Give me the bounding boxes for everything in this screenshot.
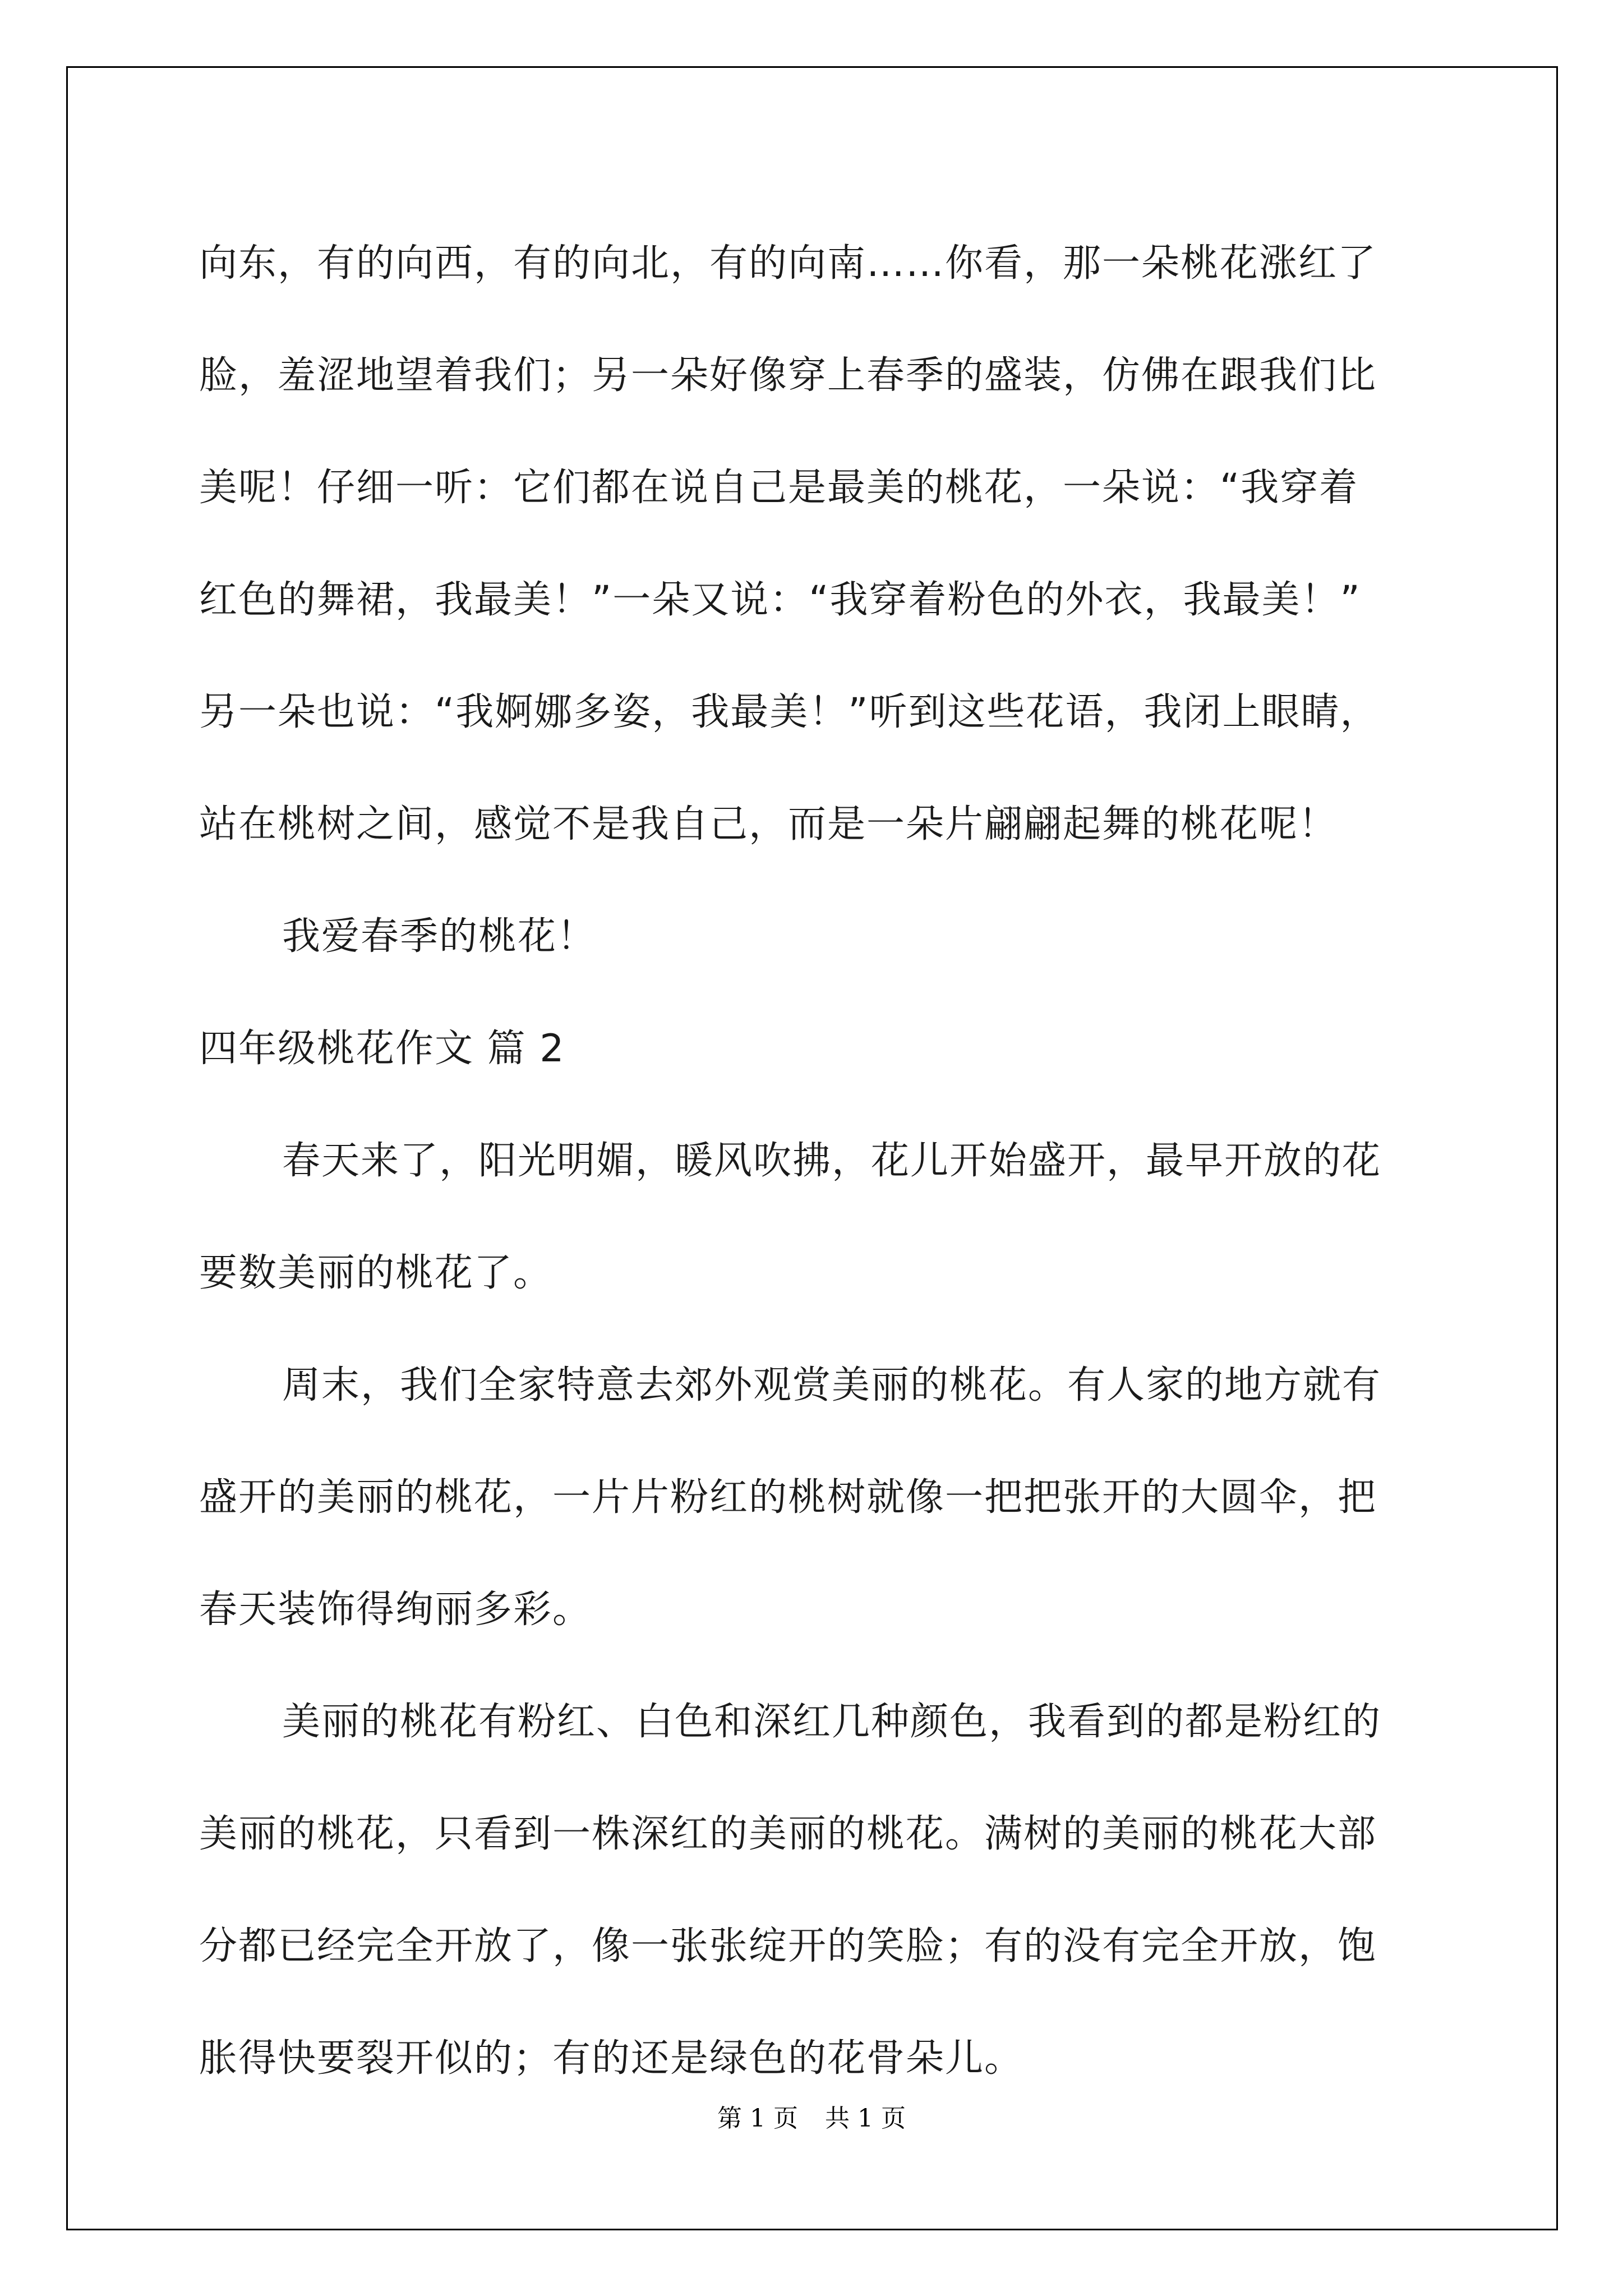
body-line: 站在桃树之间，感觉不是我自己，而是一朵片翩翩起舞的桃花呢！ [199, 802, 1338, 846]
body-line: 盛开的美丽的桃花，一片片粉红的桃树就像一把把张开的大圆伞，把 [199, 1475, 1377, 1520]
body-line: 美丽的桃花，只看到一株深红的美丽的桃花。满树的美丽的桃花大部 [199, 1812, 1377, 1856]
body-line: 春天装饰得绚丽多彩。 [199, 1588, 592, 1632]
body-line: 分都已经完全开放了，像一张张绽开的笑脸；有的没有完全开放，饱 [199, 1924, 1377, 1968]
paragraph-line: 我爱春季的桃花！ [282, 914, 597, 959]
section-heading: 四年级桃花作文 篇 2 [199, 1027, 565, 1071]
page-footer [0, 2098, 1623, 2134]
document-body [199, 208, 1433, 2115]
body-line: 要数美丽的桃花了。 [199, 1251, 553, 1295]
page-number-total: 共 1 页 [825, 2104, 906, 2133]
body-line: 向东，有的向西，有的向北，有的向南……你看，那一朵桃花涨红了 [199, 241, 1377, 286]
page-number-current: 第 1 页 [717, 2104, 798, 2133]
body-line: 脸，羞涩地望着我们；另一朵好像穿上春季的盛装，仿佛在跟我们比 [199, 353, 1377, 398]
body-line: 红色的舞裙，我最美！”一朵又说：“我穿着粉色的外衣，我最美！” [199, 578, 1361, 622]
paragraph-line: 美丽的桃花有粉红、白色和深红几种颜色，我看到的都是粉红的 [282, 1700, 1382, 1744]
body-line: 胀得快要裂开似的；有的还是绿色的花骨朵儿。 [199, 2036, 1024, 2081]
paragraph-line: 春天来了，阳光明媚，暖风吹拂，花儿开始盛开，最早开放的花 [282, 1139, 1382, 1183]
body-line: 美呢！仔细一听：它们都在说自己是最美的桃花，一朵说：“我穿着 [199, 466, 1359, 510]
paragraph-line: 周末，我们全家特意去郊外观赏美丽的桃花。有人家的地方就有 [282, 1363, 1382, 1407]
body-line: 另一朵也说：“我婀娜多姿，我最美！”听到这些花语，我闭上眼睛， [199, 690, 1380, 734]
